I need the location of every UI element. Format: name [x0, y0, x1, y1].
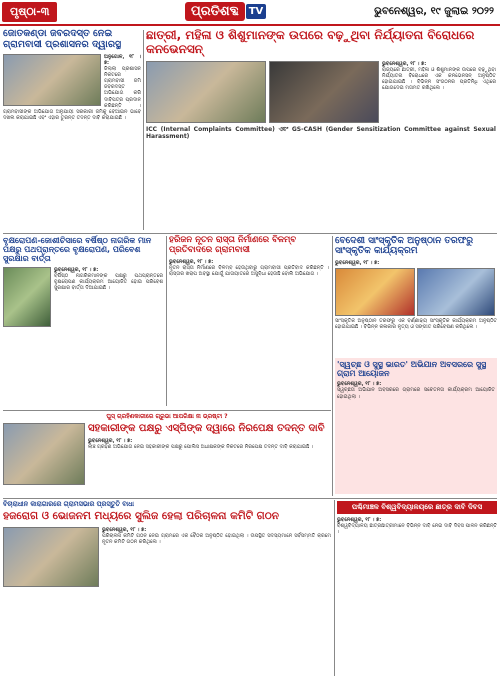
section-divider — [3, 498, 497, 499]
article-bribery-probe — [3, 413, 331, 495]
article-university — [337, 501, 497, 676]
dateline: ଅନୁଗୋଳ, ୧୮ । ୭: — [104, 53, 143, 66]
article-body: ସ୍ୱଚ୍ଛତା ଅଭିଯାନ ଅବସରରେ ଗ୍ରାମରେ ସଚେତନତା କାର୍ଯ୍ୟକ୍ରମ ଆୟୋଜିତ ହୋଇଥିଲା । — [337, 387, 497, 400]
column-divider — [332, 236, 333, 496]
article-management-committee — [3, 501, 331, 676]
article-body-committee: ICC (Internal Complaints Committee) ଏବଂ GS-CASH (Gender Sensitization Committee against Sexual Harassment) — [146, 125, 499, 140]
article-photo-speaker — [269, 61, 379, 123]
article-convention — [146, 28, 499, 231]
article-photo — [3, 527, 99, 587]
article-body: ନୂତନ ରାସ୍ତା ନିର୍ମାଣରେ ବିଳମ୍ବ ହେଉଥିବାରୁ ଗ୍ରାମବାସୀ ପ୍ରତିବାଦ କରିଛନ୍ତି । ରାସ୍ତାର ଖରାପ ଅବସ୍ଥା ଯୋଗୁଁ ଯାତାୟାତରେ ଅସୁବିଧା ହେଉଛି ବୋଲି ଅଭିଯୋଗ । — [169, 264, 331, 277]
dateline: ଭୁବନେଶ୍ୱର, ୧୮ । ୭: — [382, 60, 427, 67]
dateline: ଭୁବନେଶ୍ୱର, ୧୮ । ୭: — [335, 259, 380, 266]
brand-name: ପ୍ରତିଶବ୍ଦ — [185, 2, 245, 21]
section-divider — [3, 233, 497, 234]
article-body: ବର୍ଷିଷ୍ଠ ନାଗରିକମାନଙ୍କ ପକ୍ଷରୁ ପଥପ୍ରାନ୍ତରେ ବୃକ୍ଷରୋପଣ କାର୍ଯ୍ୟକ୍ରମ ଆୟୋଜିତ ହୋଇ ପରିବେଶ ସୁରକ୍ଷାର ବାର୍ତ୍ତା ଦିଆଯାଇଛି । — [54, 272, 165, 291]
page-number-tag: ପୃଷ୍ଠା-୩ — [2, 2, 57, 22]
article-body: ବିଶ୍ୱବିଦ୍ୟାଳୟ ଛାତ୍ରଛାତ୍ରୀମାନେ ବିଭିନ୍ନ ଦାବି ନେଇ ଦାବି ଦିବସ ପାଳନ କରିଛନ୍ତି । — [337, 523, 499, 536]
article-body: ଲାଞ୍ଚ ଗ୍ରହଣ ଅଭିଯୋଗ ନେଇ ସହକାରୀଙ୍କ ପକ୍ଷରୁ ପୋଲିସ ଅଧୀକ୍ଷକଙ୍କ ନିକଟରେ ନିରପେକ୍ଷ ତଦନ୍ତ ଦାବି କରାଯାଇଛି । — [88, 443, 314, 450]
article-body: ରାଜ୍ୟରେ ଛାତ୍ରୀ, ମହିଳା ଓ ଶିଶୁମାନଙ୍କ ଉପରେ ବଢ଼ୁଥିବା ନିର୍ଯ୍ୟାତନା ବିରୋଧରେ ଏକ କନଭେନସନ୍ ଅନୁଷ୍ଠିତ ହୋଇଯାଇଛି । ବିଭିନ୍ନ ସଂଗଠନର ପ୍ରତିନିଧି ଏଥିରେ ଯୋଗଦେଇ ମତାମତ ରଖିଥିଲେ । — [382, 66, 498, 91]
dateline: ଭୁବନେଶ୍ୱର, ୧୮ । ୭: — [102, 526, 147, 533]
column-divider — [334, 500, 335, 676]
article-photo — [3, 423, 85, 485]
article-plantation — [3, 236, 163, 408]
issue-dateline: ଭୁବନେଶ୍ୱର, ୧୯ ଜୁଲାଇ ୨୦୨୨ — [374, 6, 494, 17]
dateline: ଭୁବନେଶ୍ୱର, ୧୮ । ୭: — [337, 517, 382, 523]
article-photo-stage — [146, 61, 266, 123]
headline: ବୃକ୍ଷରୋପଣ-ଜୋଶୀଚିସାରେ ବର୍ଷିଷ୍ଠ ନାଗରିକ ମାନ ପକ୍ଷରୁ ପଥପ୍ରାନ୍ତରେ ବୃକ୍ଷରୋପଣ, ପରିବେଶ ସୁରକ୍ଷାର ବାର୍ତ୍ତା — [3, 236, 152, 264]
article-photo-dance — [335, 268, 415, 316]
headline: ହରିଜନ ନୂତନ ରାସ୍ତା ନିର୍ମାଣରେ ବିଳମ୍ବ ପ୍ରତିବାଦରେ ଗ୍ରାମବାସୀ — [169, 235, 297, 255]
headline: ବେଦେଶୀ ସାଂସ୍କୃତିକ ଅନୁଷ୍ଠାନ ତରଫରୁ ସାଂସ୍କୃତିକ କାର୍ଯ୍ୟକ୍ରମ — [335, 236, 474, 257]
article-photo — [3, 54, 101, 106]
brand-logo — [185, 2, 266, 21]
section-divider — [3, 410, 331, 411]
article-photo-group — [417, 268, 495, 316]
column-divider — [143, 30, 144, 230]
headline: ଛାତ୍ରୀ, ମହିଳା ଓ ଶିଶୁମାନଙ୍କ ଉପରେ ବଢ଼ୁଥିବା ନିର୍ଯ୍ୟାତନା ବିରୋଧରେ କନଭେନସନ୍ — [146, 28, 475, 56]
dateline: ଭୁବନେଶ୍ୱର, ୧୮ । ୭: — [169, 258, 214, 265]
headline: ପଶ୍ଚିମାଞ୍ଚଳ ବିଶ୍ୱବିଦ୍ୟାଳୟରେ ଛାତ୍ର ଦାବି ଦିବସ — [337, 501, 497, 514]
article-photo — [3, 267, 51, 327]
article-swachh-bharat — [335, 358, 497, 494]
brand-tv-badge: TV — [246, 4, 267, 19]
article-body: ସାଂସ୍କୃତିକ ଅନୁଷ୍ଠାନ ତରଫରୁ ଏକ ବର୍ଣ୍ଣାଢ୍ୟ ସାଂସ୍କୃତିକ କାର୍ଯ୍ୟକ୍ରମ ଅନୁଷ୍ଠିତ ହୋଇଯାଇଛି । ବିଭିନ୍ନ କଳାକାର ନୃତ୍ୟ ଓ ସଙ୍ଗୀତ ପରିବେଷଣ କରିଥିଲେ । — [335, 317, 499, 330]
headline: 'ସ୍ୱଚ୍ଛ ଓ ସୁସ୍ଥ ଭାରତ' ଅଭିଯାନ ଅବସରରେ ସୁସ୍ଥ ଗ୍ରାମ ଆୟୋଜନ — [337, 360, 487, 379]
masthead — [0, 0, 500, 26]
article-road-construction — [169, 236, 329, 408]
strap-line: ବିଚାରାଧୀନ କାରାଗାରରେ ଗ୍ରାମସଭାର ପ୍ରସ୍ତୁତି ବାଧା — [3, 500, 135, 508]
dateline: ଭୁବନେଶ୍ୱର, ୧୮ । ୭: — [337, 381, 382, 388]
headline: ସହକାରୀଙ୍କ ପକ୍ଷରୁ ଏସ୍ପିଙ୍କ ଦ୍ୱାରେ ନିରପେକ୍ଷ ତଦନ୍ତ ଦାବି — [88, 423, 325, 434]
column-divider — [166, 236, 167, 406]
strap-line: ଘୁସ୍ ଗ୍ରହିଣକାରୀରେ ଗ୍ରୁଭା ଆପରିକ୍ଷା ନା ଭ୍ରଷ୍ଟା ? — [106, 413, 228, 420]
dateline: ଭୁବନେଶ୍ୱର, ୧୮ । ୭: — [54, 266, 99, 273]
article-cultural-program — [335, 236, 497, 356]
article-land-grab — [3, 29, 141, 229]
article-body: ପରିଚାଳନା କମିଟି ଗଠନ ନେଇ ଗ୍ରାମରେ ଏକ ବୈଠକ ଅନୁଷ୍ଠିତ ହୋଇଥିଲା । ଉପସ୍ଥିତ ସଦସ୍ୟମାନେ ସର୍ବସମ୍ମତି କ୍ରମେ ନୂତନ କମିଟି ଗଠନ କରିଥିଲେ । — [102, 532, 333, 545]
article-body: ଜିଲ୍ଲା ପ୍ରଶାସନ ନିକଟରେ ଗ୍ରାମବାସୀ ଜମି ଜବରଦସ୍ତ ଅଭିଯୋଗ କରି ଦାବିପତ୍ର ପ୍ରଦାନ କରିଛନ୍ତି । ଗ୍ରାମବାସୀଙ୍କ ଅଭିଯୋଗ ଅନୁଯାୟୀ ସରକାରୀ ଜମିକୁ ବେଆଇନ ଭାବେ ଦଖଲ କରାଯାଇଛି ଏବଂ ଏହାର ତୁରନ୍ତ ତଦନ୍ତ ଦାବି କରାଯାଇଛି । — [3, 66, 143, 121]
headline: ଜୋତକଣ୍ଡା ଜବରଦସ୍ତ ନେଇ ଗ୍ରାମବାସୀ ପ୍ରଶାସନର ଦ୍ୱାରସ୍ଥ — [3, 28, 122, 50]
headline: ହଜରୋଗ ଓ ଭୋଜନମ ମଧ୍ୟରେ ସୁଲିଜ ହେଲା ପରିଚାଳନା କମିଟି ଗଠନ — [3, 510, 279, 523]
dateline: ଭୁବନେଶ୍ୱର, ୧୮ । ୭: — [88, 437, 133, 444]
